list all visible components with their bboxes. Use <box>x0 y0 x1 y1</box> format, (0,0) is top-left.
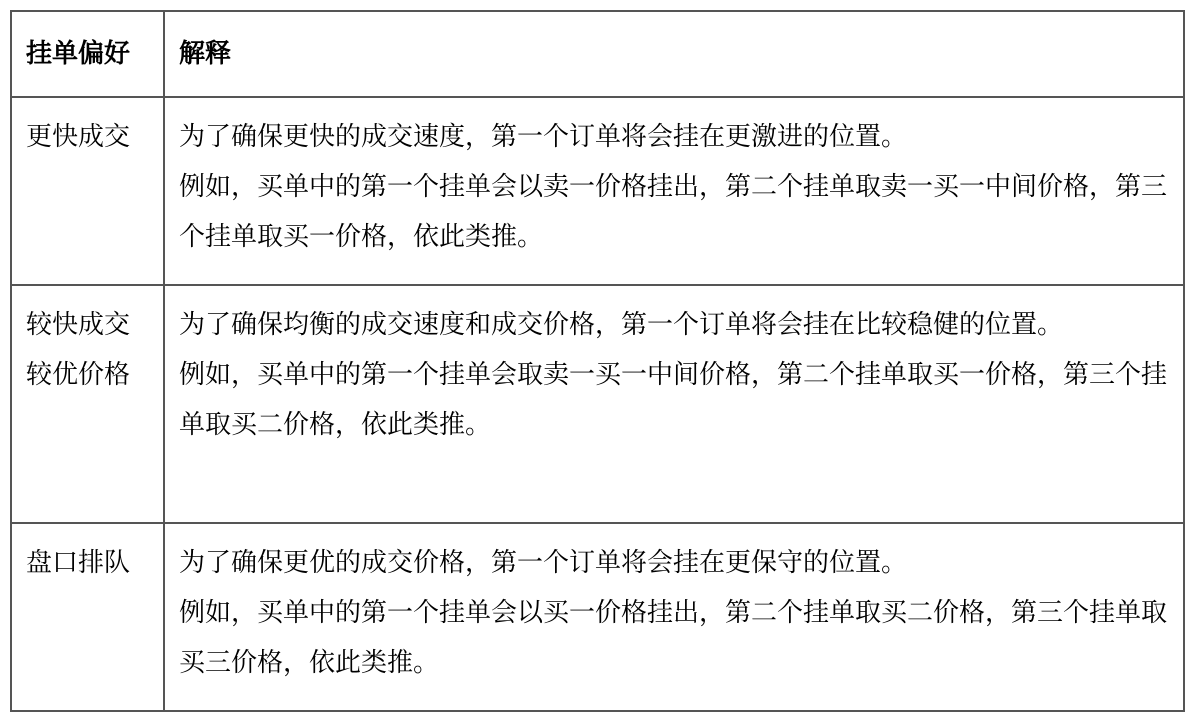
preference-cell: 较快成交 较优价格 <box>11 285 164 523</box>
explanation-cell <box>164 285 1184 523</box>
explanation-line: 为了确保更优的成交价格，第一个订单将会挂在更保守的位置。 <box>179 548 908 578</box>
explanation-cell <box>164 97 1184 285</box>
table-row <box>11 523 1184 711</box>
preference-cell: 更快成交 <box>11 97 164 285</box>
explanation-line: 为了确保更快的成交速度，第一个订单将会挂在更激进的位置。 <box>179 122 908 152</box>
preference-cell: 盘口排队 <box>11 523 164 711</box>
explanation-line: 例如，买单中的第一个挂单会以卖一价格挂出，第二个挂单取卖一买一中间价格，第三个挂单取买一价格，依此类推。 <box>179 172 1168 252</box>
order-preference-table <box>10 10 1185 712</box>
explanation-line: 为了确保均衡的成交速度和成交价格，第一个订单将会挂在比较稳健的位置。 <box>179 310 1064 340</box>
explanation-line: 例如，买单中的第一个挂单会以买一价格挂出，第二个挂单取买二价格，第三个挂单取买三价格，依此类推。 <box>179 598 1168 678</box>
explanation-line: 例如，买单中的第一个挂单会取卖一买一中间价格，第二个挂单取买一价格，第三个挂单取买二价格，依此类推。 <box>179 360 1168 440</box>
explanation-cell <box>164 523 1184 711</box>
table-row <box>11 285 1184 523</box>
header-explanation: 解释 <box>164 11 1184 97</box>
header-preference: 挂单偏好 <box>11 11 164 97</box>
table-header-row <box>11 11 1184 97</box>
table-row <box>11 97 1184 285</box>
